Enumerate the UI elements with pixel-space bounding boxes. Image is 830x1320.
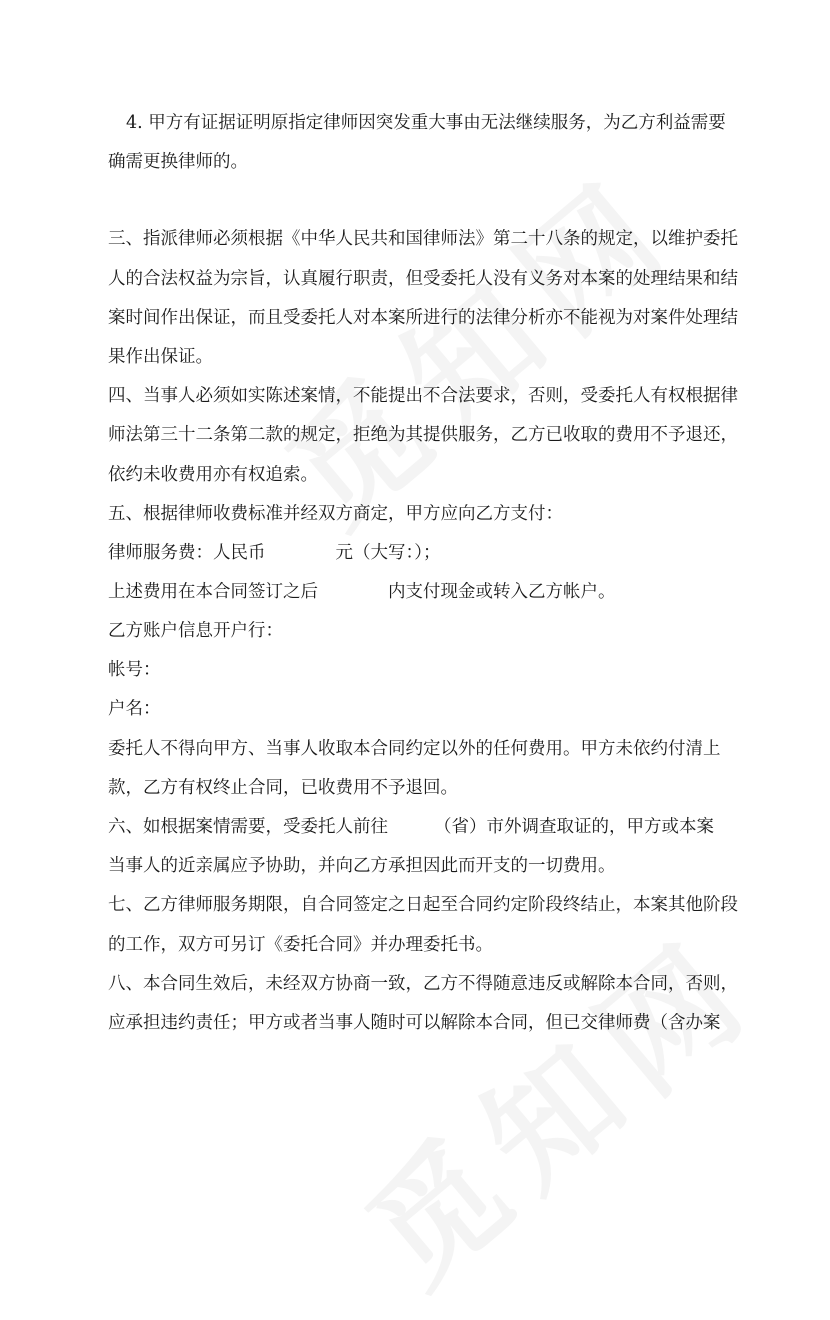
clause-6-text-1: 六、如根据案情需要，受委托人前往 (108, 817, 388, 837)
fee-rule-line-2: 款，乙方有权终止合同，已收费用不予退回。 (108, 778, 458, 798)
payment-text-2: 内支付现金或转入乙方帐户。 (388, 582, 616, 602)
clause-6-line-2: 当事人的近亲属应予协助，并向乙方承担因此而开支的一切费用。 (108, 856, 616, 876)
payment-line (108, 581, 616, 603)
bank-label: 乙方账户信息开户行： (108, 621, 283, 641)
clause-3-line-1: 三、指派律师必须根据《中华人民共和国律师法》第二十八条的规定，以维护委托 (108, 229, 738, 249)
fee-rule-line-1: 委托人不得向甲方、当事人收取本合同约定以外的任何费用。甲方未依约付清上 (108, 739, 721, 759)
clause-7-line-1: 七、乙方律师服务期限，自合同签定之日起至合同约定阶段终结止，本案其他阶段 (108, 895, 738, 915)
fee-amount-text: 元（大写：）； (335, 543, 441, 563)
clause-3-line-4: 果作出保证。 (108, 347, 213, 367)
clause-7-line-2: 的工作，双方可另订《委托合同》并办理委托书。 (108, 935, 493, 955)
clause-6-line-1 (108, 816, 714, 838)
clause-3-line-2: 人的合法权益为宗旨，认真履行职责，但受委托人没有义务对本案的处理结果和结 (108, 269, 738, 289)
clause-4b-line-2: 师法第三十二条第二款的规定，拒绝为其提供服务，乙方已收取的费用不予退还， (108, 425, 738, 445)
clause-6-text-2: （省）市外调查取证的，甲方或本案 (434, 817, 714, 837)
account-number-label: 帐号： (108, 660, 161, 680)
clause-5-line-1: 五、根据律师收费标准并经双方商定，甲方应向乙方支付： (108, 504, 563, 524)
watermark (243, 127, 708, 560)
clause-8-line-2: 应承担违约责任；甲方或者当事人随时可以解除本合同，但已交律师费（含办案 (108, 1013, 721, 1033)
clause-8-line-1: 八、本合同生效后，未经双方协商一致，乙方不得随意违反或解除本合同，否则， (108, 974, 738, 994)
clause-4-line-2: 确需更换律师的。 (108, 152, 248, 172)
fee-line (108, 542, 441, 564)
clause-4b-line-3: 依约未收费用亦有权追索。 (108, 465, 318, 485)
fee-label: 律师服务费：人民币 (108, 543, 266, 563)
clause-4-line-1: 4. 甲方有证据证明原指定律师因突发重大事由无法继续服务，为乙方利益需要 (126, 113, 726, 133)
clause-3-line-3: 案时间作出保证，而且受委托人对本案所进行的法律分析亦不能视为对案件处理结 (108, 308, 738, 328)
payment-text-1: 上述费用在本合同签订之后 (108, 582, 318, 602)
account-name-label: 户名： (108, 699, 161, 719)
clause-4b-line-1: 四、当事人必须如实陈述案情，不能提出不合法要求，否则，受委托人有权根据律 (108, 386, 738, 406)
